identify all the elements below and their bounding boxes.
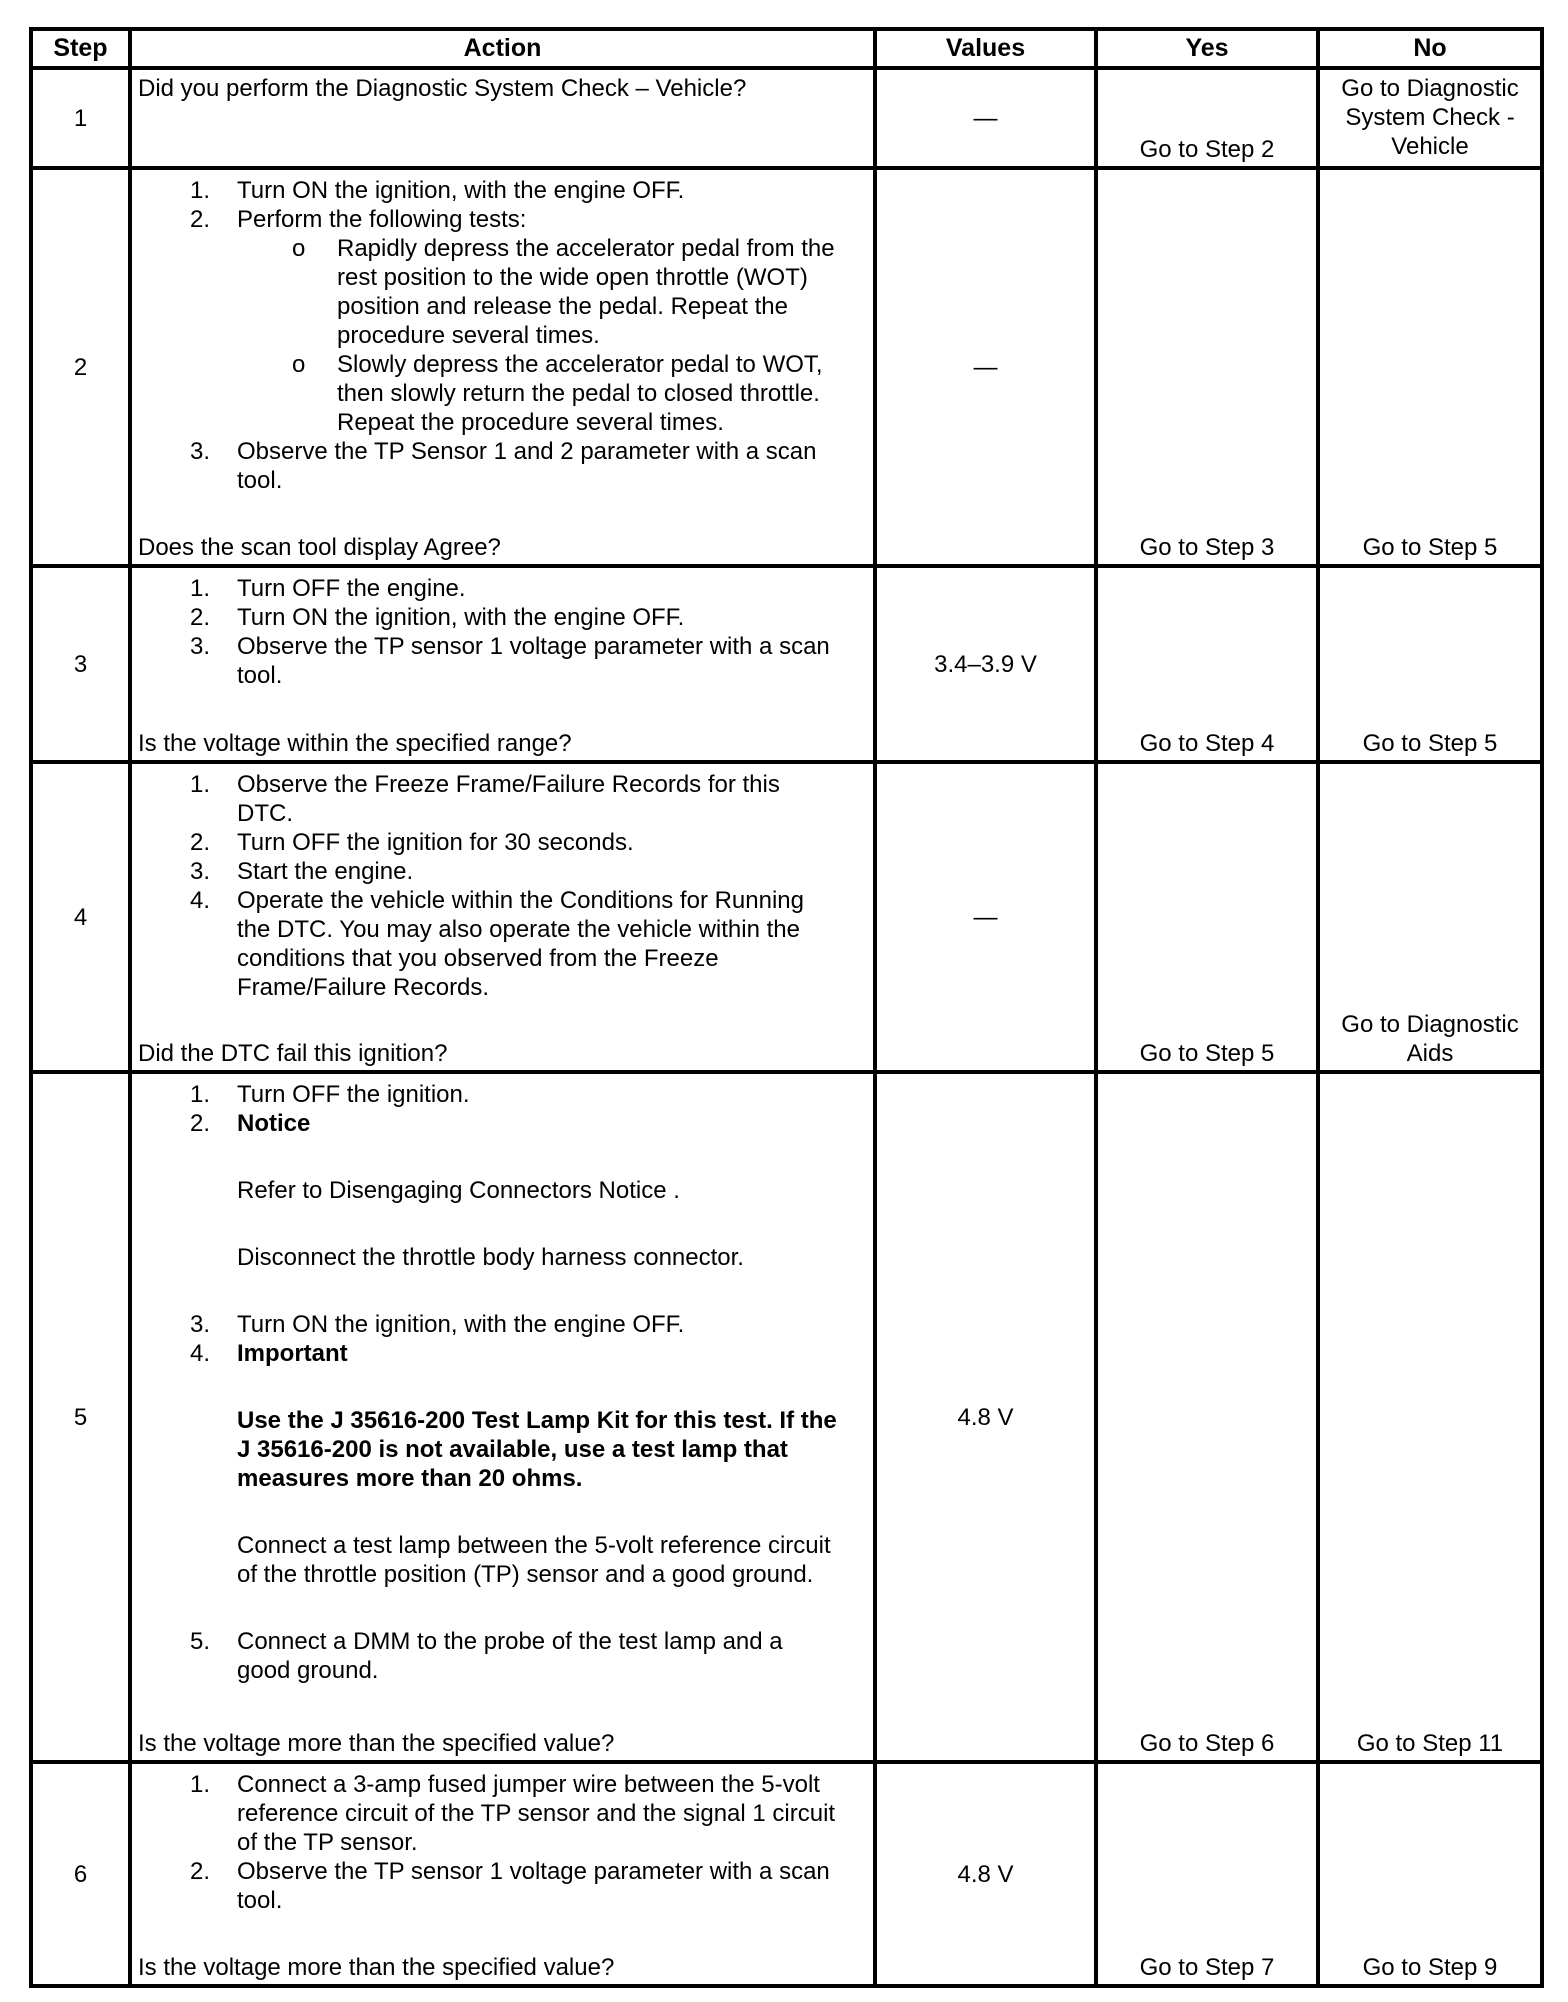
- yes-link[interactable]: Go to Step 3: [1096, 168, 1318, 566]
- no-link-line: Vehicle: [1391, 132, 1469, 160]
- no-link[interactable]: Go to Step 5: [1318, 566, 1542, 762]
- table-row: [31, 762, 1542, 1072]
- list-item: 3. Observe the TP sensor 1 voltage parameter with a scan tool.: [190, 633, 830, 689]
- step-number: 3: [31, 566, 130, 762]
- no-link-line: Go to Diagnostic: [1341, 74, 1519, 102]
- table-header-row: [31, 29, 1542, 68]
- header-no: No: [1318, 29, 1542, 68]
- action-cell: [130, 68, 875, 168]
- notice-heading: Notice: [237, 1110, 311, 1137]
- list-item: 2. Notice: [190, 1110, 311, 1137]
- value-cell: 3.4–3.9 V: [875, 566, 1096, 762]
- action-cell: [130, 168, 875, 566]
- action-cell: [130, 762, 875, 1072]
- question-text: Is the voltage more than the specified value?: [138, 1730, 615, 1757]
- no-link[interactable]: [1318, 68, 1542, 168]
- list-item: 1. Observe the Freeze Frame/Failure Records for this DTC.: [190, 771, 780, 827]
- table-row: [31, 68, 1542, 168]
- value-cell: 4.8 V: [875, 1072, 1096, 1762]
- step-number: 2: [31, 168, 130, 566]
- list-item: 4. Important: [190, 1340, 348, 1367]
- diagnostic-table: [29, 27, 1544, 1988]
- yes-link[interactable]: Go to Step 4: [1096, 566, 1318, 762]
- value-cell: —: [875, 68, 1096, 168]
- question-text: Is the voltage within the specified range?: [138, 730, 572, 757]
- list-item: 4. Operate the vehicle within the Conditions for Running the DTC. You may also operate the vehicle within the conditions that you observed from the Freeze Frame/Failure Records.: [190, 887, 804, 1001]
- table-row: [31, 1072, 1542, 1762]
- header-yes: Yes: [1096, 29, 1318, 68]
- no-link[interactable]: Go to Step 9: [1318, 1762, 1542, 1986]
- header-values: Values: [875, 29, 1096, 68]
- header-action: Action: [130, 29, 875, 68]
- value-cell: 4.8 V: [875, 1762, 1096, 1986]
- no-link[interactable]: [1318, 762, 1542, 1072]
- instruction-text: Disconnect the throttle body harness connector.: [237, 1244, 744, 1271]
- question-text: Is the voltage more than the specified value?: [138, 1954, 615, 1981]
- question-text: Does the scan tool display Agree?: [138, 534, 501, 561]
- list-item: 1. Connect a 3-amp fused jumper wire between the 5-volt reference circuit of the TP sensor and the signal 1 circuit of the TP sensor.: [190, 1771, 836, 1856]
- yes-link[interactable]: Go to Step 7: [1096, 1762, 1318, 1986]
- no-link[interactable]: Go to Step 11: [1318, 1072, 1542, 1762]
- important-text: Use the J 35616-200 Test Lamp Kit for this test. If the J 35616-200 is not available, use a test lamp that measures more than 20 ohms.: [237, 1407, 837, 1492]
- list-item: 3. Start the engine.: [190, 858, 414, 885]
- list-item: 2. Turn ON the ignition, with the engine OFF.: [190, 604, 685, 631]
- step-number: 1: [31, 68, 130, 168]
- list-item: 2. Observe the TP sensor 1 voltage parameter with a scan tool.: [190, 1858, 830, 1914]
- instruction-text: Connect a test lamp between the 5-volt reference circuit of the throttle position (TP) sensor and a good ground.: [237, 1532, 831, 1588]
- notice-text: Refer to Disengaging Connectors Notice .: [237, 1177, 680, 1204]
- list-item: 1. Turn OFF the engine.: [190, 575, 466, 602]
- step-number: 5: [31, 1072, 130, 1762]
- list-item: 1. Turn ON the ignition, with the engine OFF.: [190, 177, 685, 204]
- value-cell: —: [875, 168, 1096, 566]
- action-cell: [130, 1072, 875, 1762]
- table-row: [31, 168, 1542, 566]
- action-cell: [130, 566, 875, 762]
- list-item: 3. Observe the TP Sensor 1 and 2 parameter with a scan tool.: [190, 438, 817, 494]
- list-item: 5. Connect a DMM to the probe of the test lamp and a good ground.: [190, 1628, 783, 1684]
- no-link-line: System Check -: [1345, 103, 1515, 131]
- list-item: 1. Turn OFF the ignition.: [190, 1081, 470, 1108]
- no-link[interactable]: Go to Step 5: [1318, 168, 1542, 566]
- no-link-line: Go to Diagnostic: [1341, 1011, 1519, 1038]
- list-item: 2. Turn OFF the ignition for 30 seconds.: [190, 829, 634, 856]
- sub-list-item: o Rapidly depress the accelerator pedal from the rest position to the wide open throttle (WOT) position and release the pedal. Repeat the procedure several times.: [292, 235, 835, 349]
- header-step: Step: [31, 29, 130, 68]
- yes-link[interactable]: Go to Step 5: [1096, 762, 1318, 1072]
- step-number: 6: [31, 1762, 130, 1986]
- sub-list-item: o Slowly depress the accelerator pedal to WOT, then slowly return the pedal to closed throttle. Repeat the procedure several times.: [292, 351, 823, 436]
- no-link-line: Aids: [1406, 1040, 1454, 1067]
- yes-link[interactable]: Go to Step 2: [1096, 68, 1318, 168]
- list-item: 3. Turn ON the ignition, with the engine OFF.: [190, 1311, 685, 1338]
- action-text: Did you perform the Diagnostic System Check – Vehicle?: [138, 75, 747, 102]
- step-number: 4: [31, 762, 130, 1072]
- table-row: [31, 566, 1542, 762]
- value-cell: —: [875, 762, 1096, 1072]
- important-heading: Important: [237, 1340, 348, 1367]
- question-text: Did the DTC fail this ignition?: [138, 1040, 448, 1067]
- action-cell: [130, 1762, 875, 1986]
- yes-link[interactable]: Go to Step 6: [1096, 1072, 1318, 1762]
- list-item: 2. Perform the following tests:: [190, 206, 527, 233]
- table-row: [31, 1762, 1542, 1986]
